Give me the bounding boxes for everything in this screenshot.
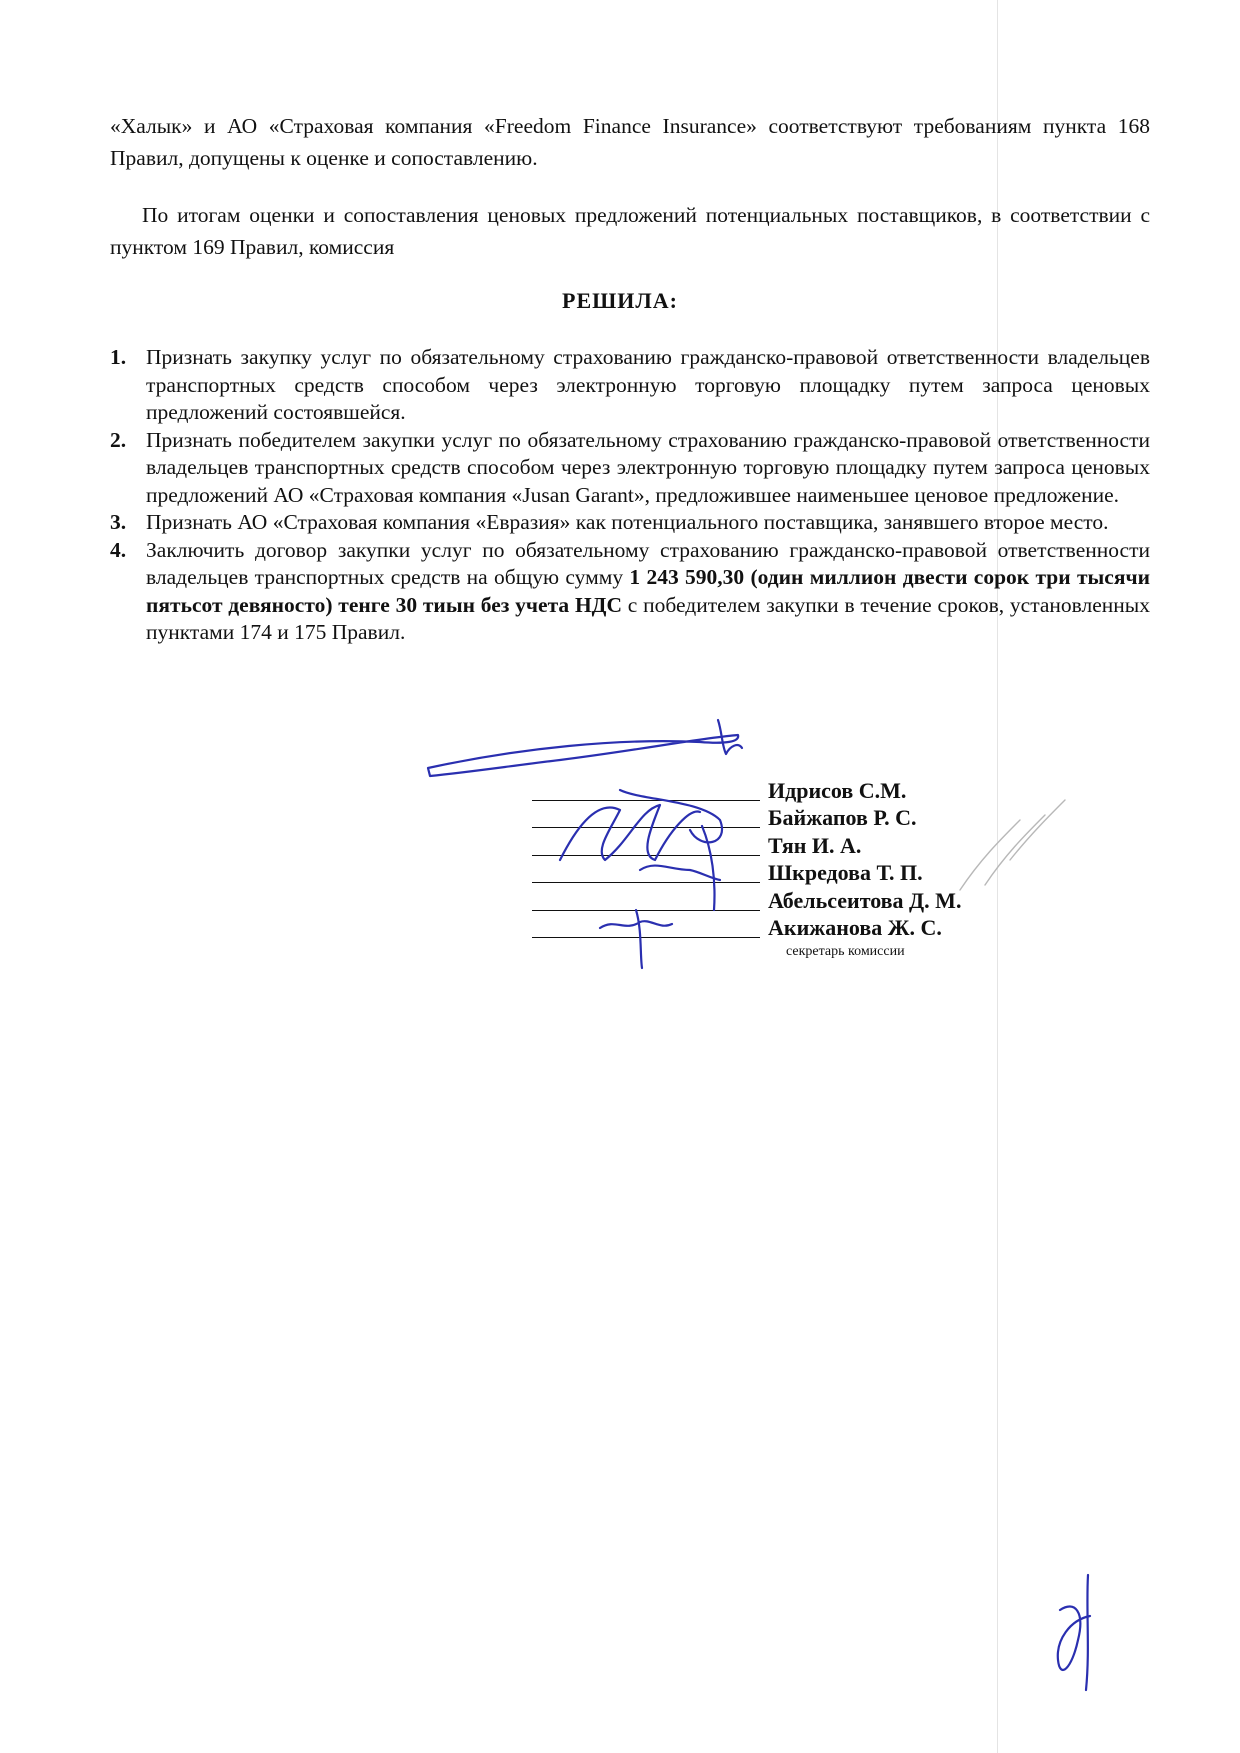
signature-stroke-1 bbox=[428, 735, 738, 776]
decision-heading: РЕШИЛА: bbox=[562, 288, 678, 313]
signature-line bbox=[532, 937, 760, 938]
signer-role: секретарь комиссии bbox=[786, 944, 905, 959]
signer-role-row bbox=[532, 943, 1052, 961]
decision-item-3 bbox=[110, 509, 1150, 537]
decision-text bbox=[146, 537, 1150, 647]
signer-row bbox=[532, 831, 1052, 859]
signature-line bbox=[532, 800, 760, 801]
signer-row bbox=[532, 804, 1052, 832]
signer-row bbox=[532, 914, 1052, 942]
signer-name: Тян И. А. bbox=[768, 832, 862, 858]
decision-text: Признать АО «Страховая компания «Евразия» как потенциального поставщика, занявшего второе место. bbox=[146, 510, 1109, 534]
signer-name: Акижанова Ж. С. bbox=[768, 915, 942, 940]
evaluation-paragraph: По итогам оценки и сопоставления ценовых предложений потенциальных поставщиков, в соответствии с пунктом 169 Правил, комиссия bbox=[110, 203, 1150, 259]
decision-item-1 bbox=[110, 344, 1150, 427]
signer-name: Идрисов С.М. bbox=[768, 777, 907, 803]
intro-paragraph: «Халык» и АО «Страховая компания «Freedom Finance Insurance» соответствуют требованиям пункта 168 Правил, допущены к оценке и сопоставлению. bbox=[110, 114, 1150, 170]
decision-number: 1. bbox=[110, 345, 127, 369]
signature-line bbox=[532, 855, 760, 856]
decision-item-2 bbox=[110, 427, 1150, 510]
decision-item-4 bbox=[110, 537, 1150, 647]
signer-row bbox=[532, 776, 1052, 804]
decision-text-part: с победителем закупки в течение сроков, установленных пунктами 174 и 175 Правил. bbox=[146, 592, 1150, 644]
signature-line bbox=[532, 882, 760, 883]
contract-amount: 1 243 590,30 (один миллион двести сорок три тысячи пятьсот девяносто) тенге 30 тиын без учета НДС bbox=[146, 565, 1150, 617]
decision-text: Признать победителем закупки услуг по обязательному страхованию гражданско-правовой ответственности владельцев транспортных средств способом через электронную торговую площадку путем запроса ценовых предложений АО «Страховая компания «Jusan Garant», предложившее наименьшее ценовое предложение. bbox=[146, 427, 1150, 507]
signature-line bbox=[532, 827, 760, 828]
signature-line bbox=[532, 910, 760, 911]
signature-block bbox=[532, 776, 1052, 961]
signature-stroke-9 bbox=[1058, 1607, 1090, 1670]
decision-number: 3. bbox=[110, 510, 127, 534]
decision-number: 2. bbox=[110, 427, 127, 452]
decision-text: Признать закупку услуг по обязательному страхованию гражданско-правовой ответственности владельцев транспортных средств способом через электронную торговую площадку путем запроса ценовых предложений состоявшейся. bbox=[146, 345, 1150, 424]
signer-name: Байжапов Р. С. bbox=[768, 805, 917, 830]
signature-stroke-10 bbox=[1086, 1575, 1088, 1690]
decision-list bbox=[110, 344, 1150, 647]
signer-name: Абельсеитова Д. М. bbox=[768, 887, 962, 913]
signer-row bbox=[532, 886, 1052, 914]
signature-stroke-2 bbox=[718, 720, 742, 754]
decision-text-part: Заключить договор закупки услуг по обязательному страхованию гражданско-правовой ответственности владельцев транспортных средств на общую сумму bbox=[146, 537, 1150, 589]
decision-number: 4. bbox=[110, 537, 127, 562]
signer-name: Шкредова Т. П. bbox=[768, 860, 923, 885]
signer-row bbox=[532, 859, 1052, 887]
